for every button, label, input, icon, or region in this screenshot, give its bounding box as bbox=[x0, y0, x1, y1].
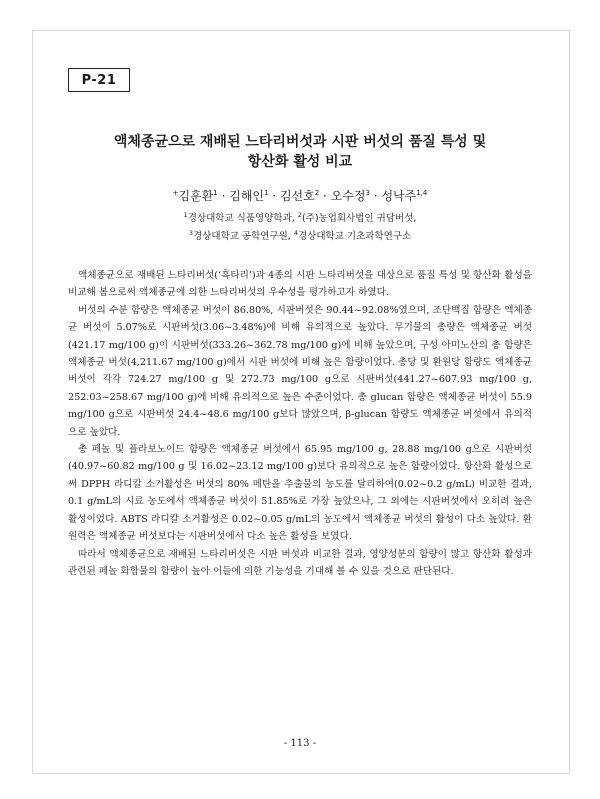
corresponding-mark: + bbox=[172, 189, 179, 197]
affiliation-list bbox=[70, 208, 530, 244]
author-separator: · bbox=[373, 189, 378, 203]
author-name: 성낙주 bbox=[381, 189, 417, 203]
abstract-paragraph: 총 페놀 및 플라보노이드 함량은 액체종균 버섯에서 65.95 mg/100 g, 28.88 mg/100 g으로 시판버섯(40.97~60.82 mg/100 g 및 16.02~23.12 mg/100 g)보다 유의적으로 높은 함량이었다. 항산화 활성으로써 DPPH 라디칼 소거활성은 버섯의 80% 메탄올 추출물의 농도를 달리하여(0.02~0.2 g/mL) 비교한 결과, 0.1 g/mL의 시료 농도에서 액체종균 버섯이 51.85%로 가장 높았으나, 그 외에는 시판버섯에서 오히려 높은 활성이었다. ABTS 라디칼 소거활성은 0.02~0.05 g/mL의 농도에서 액체종균 버섯의 활성이 다소 높았다. 환원력은 액체종균 버섯보다는 시판버섯에서 다소 높은 활성을 보였다. bbox=[68, 444, 532, 543]
author-affil-sup: 1 bbox=[213, 189, 218, 197]
affiliation-sup: 1 bbox=[183, 211, 188, 219]
affiliation-text: 경상대학교 식품영양학과, bbox=[187, 213, 298, 225]
author-separator: · bbox=[221, 189, 226, 203]
affiliation-line-1 bbox=[70, 208, 530, 226]
title-line-1: 액체종균으로 재배된 느타리버섯과 시판 버섯의 품질 특성 및 bbox=[113, 134, 487, 150]
author-separator: · bbox=[272, 189, 277, 203]
abstract-paragraph: 따라서 액체종균으로 재배된 느타리버섯은 시판 버섯과 비교한 결과, 영양성분의 함량이 많고 항산화 활성과 관련된 페놀 화합물의 함량이 높아 이들에 의한 기능성을 기대해 볼 수 있을 것으로 판단된다. bbox=[68, 548, 532, 577]
abstract-paragraph: 버섯의 수분 함량은 액체종균 버섯이 86.80%, 시판버섯은 90.44~92.08%였으며, 조단백질 함량은 액체종균 버섯이 5.07%로 시판버섯(3.06~3.48%)에 비해 유의적으로 높았다. 무기물의 총량은 액체종균 버섯(421.17 mg/100 g)이 시판버섯(333.26~362.78 mg/100 g)에 비해 높았으며, 구성 아미노산의 총 함량은 액체종균 버섯(4,211.67 mg/100 g)에서 시판 버섯에 비해 높은 함량이었다. 총당 및 환원당 함량도 액체종균 버섯이 각각 724.27 mg/100 g 및 272.73 mg/100 g으로 시판버섯(441.27~607.93 mg/100 g, 252.03~258.67 mg/100 g)에 비해 유의적으로 높은 수준이었다. 총 glucan 함량은 액체종균 버섯이 55.9 mg/100 g으로 시판버섯 24.4~48.6 mg/100 g보다 많았으며, β-glucan 함량도 액체종균 버섯에서 유의적으로 높았다. bbox=[68, 304, 532, 438]
author-name: 김해인 bbox=[229, 189, 265, 203]
page-number: - 113 - bbox=[283, 738, 317, 749]
author-name: 김선호 bbox=[279, 189, 315, 203]
author-affil-sup: 1,4 bbox=[416, 189, 428, 197]
affiliation-text: 경상대학교 공학연구원, bbox=[193, 231, 294, 243]
title-line-2: 항산화 활성 비교 bbox=[247, 154, 353, 170]
author-separator: · bbox=[323, 189, 327, 203]
affiliation-sup: 3 bbox=[188, 229, 193, 238]
abstract-body bbox=[68, 267, 532, 580]
affiliation-text: (주)농업회사법인 귀담버섯, bbox=[301, 213, 417, 225]
author-list bbox=[70, 187, 530, 204]
affiliation-sup: 2 bbox=[297, 211, 302, 219]
author-name: 김훈환 bbox=[178, 189, 214, 203]
poster-code-badge: P-21 bbox=[68, 68, 130, 92]
affiliation-line-2 bbox=[70, 226, 530, 244]
affiliation-text: 경상대학교 기초과학연구소 bbox=[297, 231, 412, 243]
author-affil-sup: 1 bbox=[264, 189, 269, 197]
affiliation-sup: 4 bbox=[293, 229, 298, 238]
paper-title bbox=[70, 132, 530, 172]
author-affil-sup: 3 bbox=[365, 189, 370, 197]
abstract-paragraph: 액체종균으로 재배된 느타리버섯(‘흑타리’)과 4종의 시판 느타리버섯을 대상으로 품질 특성 및 항산화 활성을 비교해 봄으로써 액체종균에 의한 느타리버섯의 우수성을 평가하고자 하였다. bbox=[68, 270, 532, 299]
author-affil-sup: 2 bbox=[314, 189, 320, 197]
author-name: 오수정 bbox=[330, 189, 366, 203]
